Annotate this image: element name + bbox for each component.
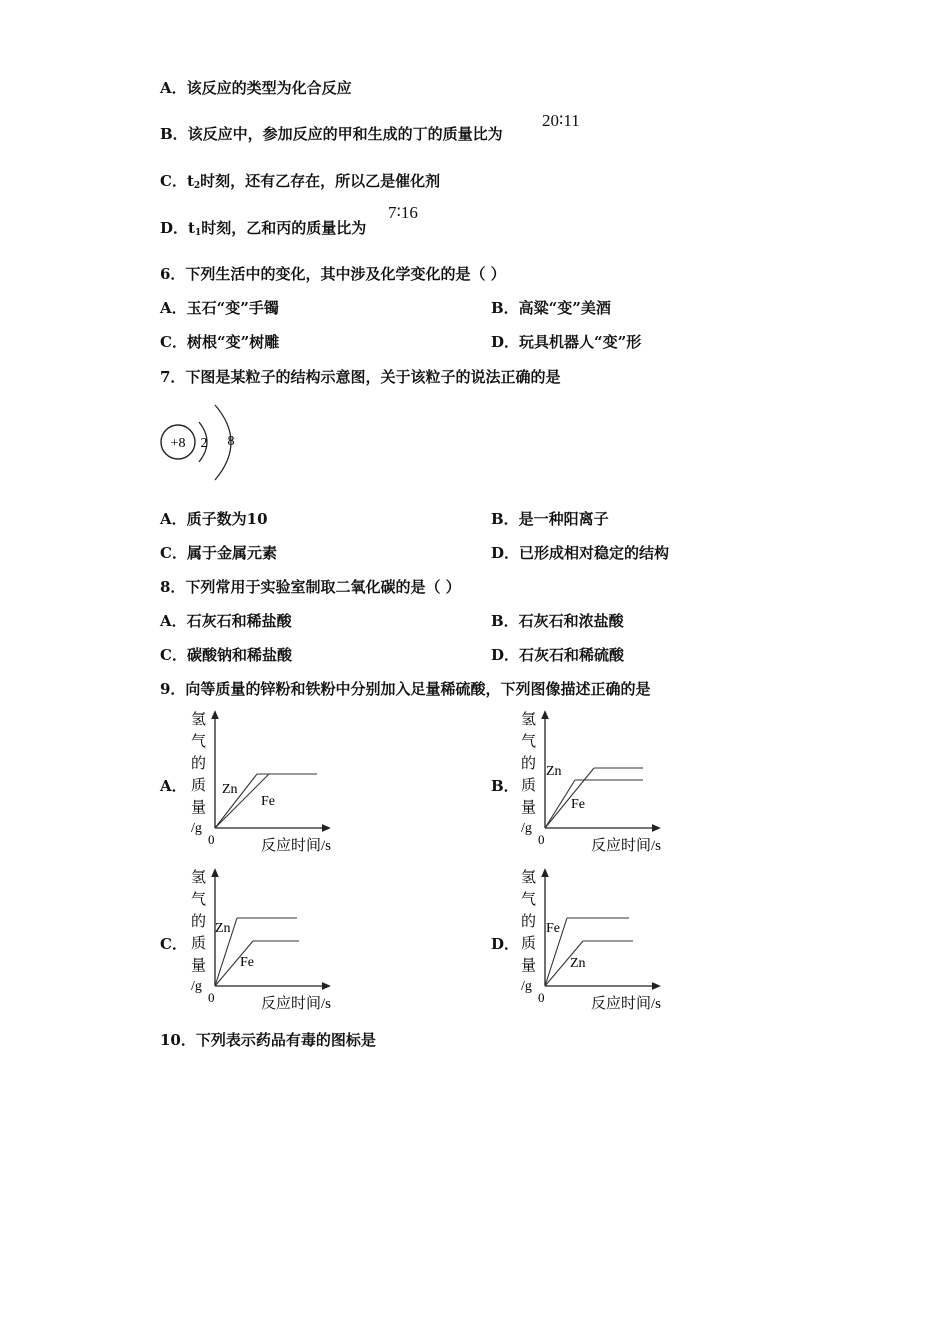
q5-option-d bbox=[160, 218, 366, 243]
q5-option-c-post: 时刻，还有乙存在，所以乙是催化剂 bbox=[200, 172, 441, 190]
upper-curve-label: Zn bbox=[222, 782, 238, 797]
q7-stem: 7．下图是某粒子的结构示意图，关于该粒子的说法正确的是 bbox=[160, 368, 561, 386]
x-axis-label: 反应时间/s bbox=[261, 838, 332, 854]
x-axis-label: 反应时间/s bbox=[591, 838, 662, 854]
q5-option-c-sub: 2 bbox=[193, 181, 201, 191]
q8-option-d: D．石灰石和稀硫酸 bbox=[491, 646, 625, 664]
y-char-4: 质 bbox=[521, 778, 537, 794]
q9-graph-d-label: D． bbox=[491, 935, 520, 953]
q8-option-a: A．石灰石和稀盐酸 bbox=[160, 612, 292, 630]
y-char-1: 氢 bbox=[191, 870, 207, 886]
q9-graph-b-label: B． bbox=[491, 777, 519, 795]
shell-1-electrons: 2 bbox=[200, 436, 208, 451]
y-char-6: /g bbox=[191, 979, 202, 994]
lower-curve-label: Fe bbox=[571, 797, 585, 812]
q9-graph-a bbox=[187, 706, 357, 856]
origin-label: 0 bbox=[538, 990, 545, 1005]
y-char-2: 气 bbox=[521, 734, 537, 750]
upper-curve-label: Zn bbox=[546, 764, 562, 779]
q5-option-c-pre: C．t bbox=[160, 172, 194, 190]
q8-stem: 8．下列常用于实验室制取二氧化碳的是（ ） bbox=[160, 578, 461, 596]
q10-stem: 10．下列表示药品有毒的图标是 bbox=[160, 1031, 376, 1049]
y-char-6: /g bbox=[521, 821, 532, 836]
origin-label: 0 bbox=[538, 832, 545, 847]
y-char-5: 量 bbox=[521, 958, 537, 974]
y-char-2: 气 bbox=[191, 734, 207, 750]
y-char-3: 的 bbox=[191, 756, 207, 772]
upper-curve-label: Zn bbox=[215, 921, 231, 936]
q9-graph-b bbox=[517, 706, 687, 856]
y-char-6: /g bbox=[521, 979, 532, 994]
origin-label: 0 bbox=[208, 832, 215, 847]
nucleus-charge: +8 bbox=[170, 436, 186, 451]
q7-option-d: D．已形成相对稳定的结构 bbox=[491, 544, 670, 562]
q7-option-c: C．属于金属元素 bbox=[160, 544, 277, 562]
y-char-4: 质 bbox=[191, 936, 207, 952]
q9-stem: 9．向等质量的锌粉和铁粉中分别加入足量稀硫酸，下列图像描述正确的是 bbox=[160, 680, 651, 698]
q6-option-c: C．树根“变”树雕 bbox=[160, 333, 280, 351]
q9-graph-c-label: C． bbox=[160, 935, 187, 953]
y-char-1: 氢 bbox=[521, 870, 537, 886]
q9-graph-c bbox=[187, 864, 357, 1014]
y-char-3: 的 bbox=[521, 756, 537, 772]
q8-option-c: C．碳酸钠和稀盐酸 bbox=[160, 646, 292, 664]
y-char-3: 的 bbox=[521, 914, 537, 930]
q9-graph-a-label: A． bbox=[160, 777, 187, 795]
lower-curve-label: Fe bbox=[261, 794, 275, 809]
y-char-3: 的 bbox=[191, 914, 207, 930]
y-char-5: 量 bbox=[521, 800, 537, 816]
q6-option-a: A．玉石“变”手镯 bbox=[160, 299, 279, 317]
q6-option-d: D．玩具机器人“变”形 bbox=[491, 333, 642, 351]
y-char-5: 量 bbox=[191, 958, 207, 974]
q5-option-a: A．该反应的类型为化合反应 bbox=[160, 79, 352, 97]
q6-stem: 6．下列生活中的变化，其中涉及化学变化的是（ ） bbox=[160, 265, 506, 283]
q9-graph-d bbox=[517, 864, 687, 1014]
q8-option-b: B．石灰石和浓盐酸 bbox=[491, 612, 624, 630]
y-char-5: 量 bbox=[191, 800, 207, 816]
x-axis-label: 反应时间/s bbox=[261, 996, 332, 1012]
atom-structure-diagram bbox=[155, 397, 255, 487]
y-char-6: /g bbox=[191, 821, 202, 836]
lower-curve-label: Fe bbox=[240, 955, 254, 970]
upper-curve-label: Fe bbox=[546, 921, 560, 936]
q5-option-d-post: 时刻，乙和丙的质量比为 bbox=[201, 219, 367, 237]
q7-option-a: A．质子数为10 bbox=[160, 510, 268, 528]
y-char-1: 氢 bbox=[521, 712, 537, 728]
q7-option-b: B．是一种阳离子 bbox=[491, 510, 609, 528]
q5-option-d-ratio: 7∶16 bbox=[388, 203, 418, 222]
y-char-1: 氢 bbox=[191, 712, 207, 728]
q5-option-d-pre: D．t bbox=[160, 219, 195, 237]
shell-2-electrons: 8 bbox=[227, 434, 235, 449]
q5-option-d-sub: 1 bbox=[194, 228, 202, 238]
lower-curve-label: Zn bbox=[570, 956, 586, 971]
y-char-2: 气 bbox=[191, 892, 207, 908]
origin-label: 0 bbox=[208, 990, 215, 1005]
q5-option-b: B．该反应中，参加反应的甲和生成的丁的质量比为 bbox=[160, 125, 503, 143]
x-axis-label: 反应时间/s bbox=[591, 996, 662, 1012]
y-char-4: 质 bbox=[191, 778, 207, 794]
y-char-2: 气 bbox=[521, 892, 537, 908]
q5-option-b-ratio: 20∶11 bbox=[542, 111, 580, 130]
q6-option-b: B．高粱“变”美酒 bbox=[491, 299, 611, 317]
y-char-4: 质 bbox=[521, 936, 537, 952]
q5-option-c bbox=[160, 171, 440, 196]
